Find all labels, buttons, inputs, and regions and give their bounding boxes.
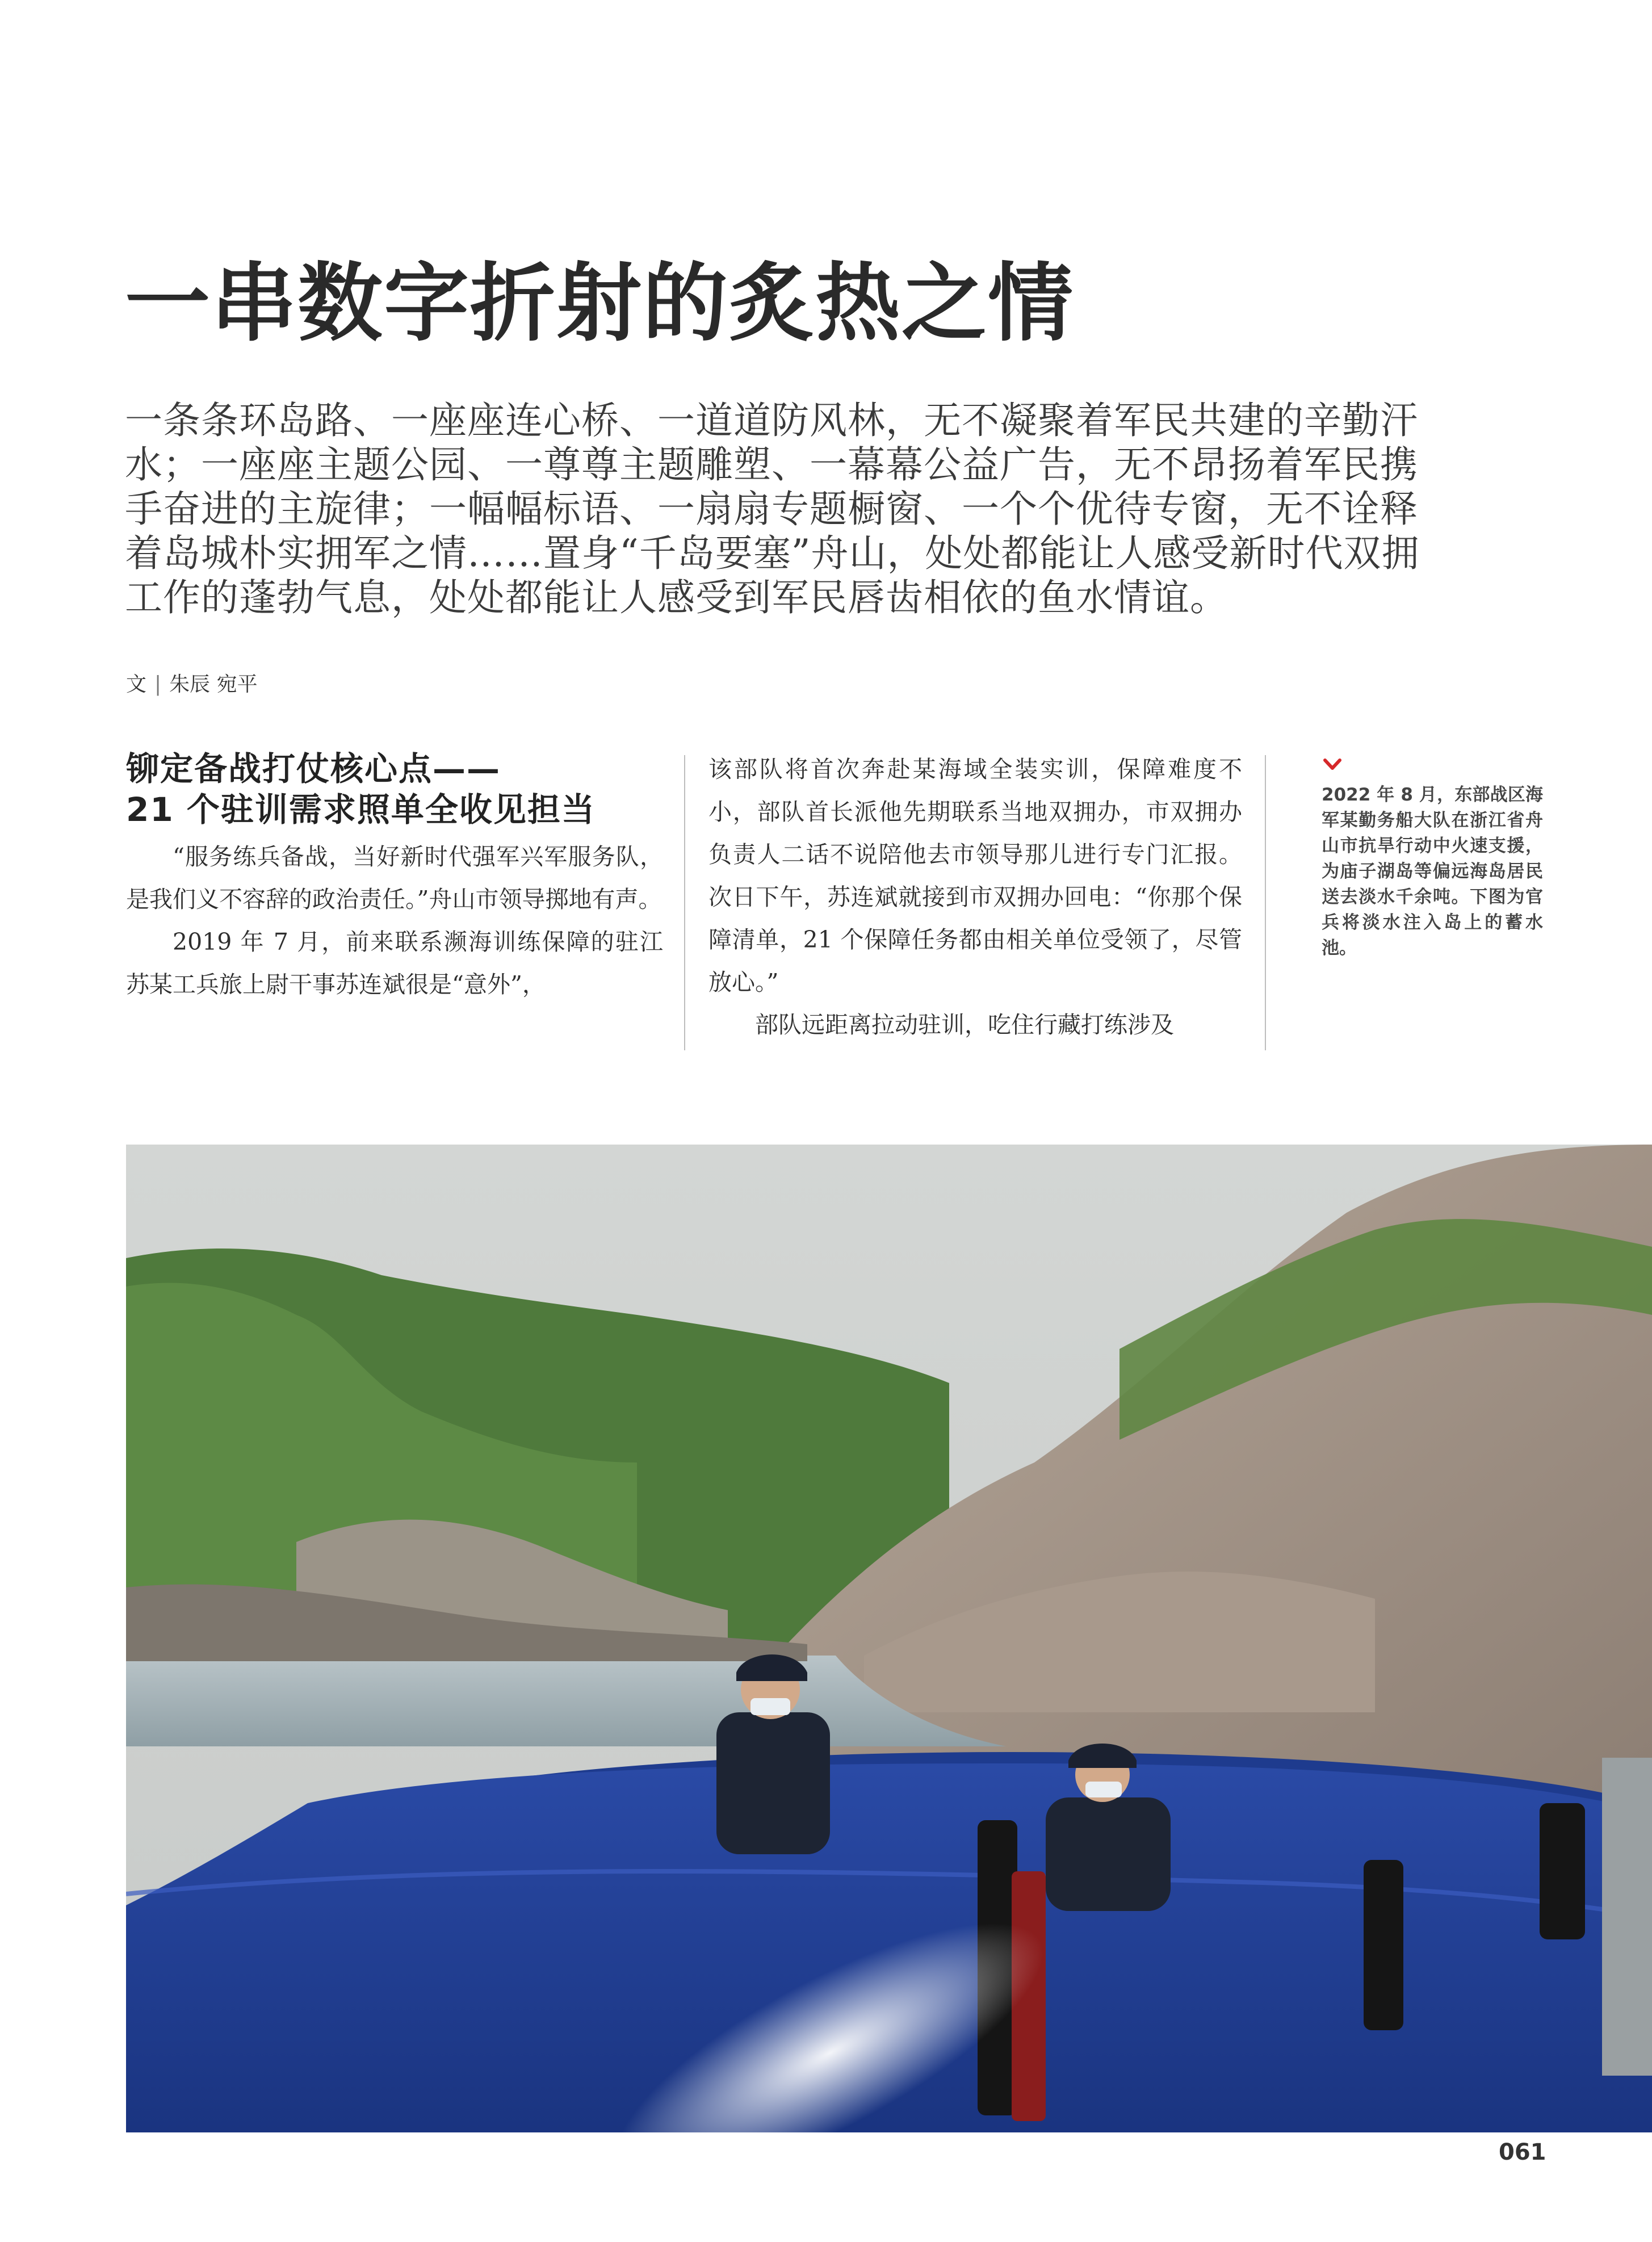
byline-authors: 朱辰 宛平 [169, 673, 258, 696]
chevron-down-icon [1323, 758, 1342, 772]
photo-caption: 2022 年 8 月，东部战区海军某勤务船大队在浙江省舟山市抗旱行动中火速支援，为庙子湖岛等偏远海岛居民送去淡水千余吨。下图为官兵将淡水注入岛上的蓄水池。 [1322, 785, 1543, 958]
section-heading [126, 748, 663, 830]
page-number: 061 [1499, 2139, 1546, 2165]
byline [126, 668, 258, 702]
body-paragraph: 部队远距离拉动驻训，吃住行藏打练涉及 [755, 1011, 1174, 1038]
photo-soldiers-water-tank [126, 1145, 1652, 2132]
body-paragraph: “服务练兵备战，当好新时代强军兴军服务队，是我们义不容辞的政治责任。”舟山市领导掷地有声。 [126, 843, 663, 913]
byline-separator: | [154, 673, 162, 696]
article-title: 一串数字折射的炙热之情 [125, 254, 1075, 353]
body-column-1 [126, 748, 663, 1006]
section-heading-line-2: 21 个驻训需求照单全收见担当 [126, 790, 596, 829]
body-column-2 [708, 748, 1242, 1046]
body-paragraph: 2019 年 7 月，前来联系濒海训练保障的驻江苏某工兵旅上尉干事苏连斌很是“意外”， [126, 928, 663, 998]
byline-prefix: 文 [126, 673, 147, 696]
column-divider [684, 755, 685, 1050]
body-paragraph: 该部队将首次奔赴某海域全装实训，保障难度不小，部队首长派他先期联系当地双拥办，市双拥办负责人二话不说陪他去市领导那儿进行专门汇报。次日下午，苏连斌就接到市双拥办回电：“你那个保障清单，21 个保障任务都由相关单位受领了，尽管放心。” [708, 756, 1242, 996]
article-lead: 一条条环岛路、一座座连心桥、一道道防风林，无不凝聚着军民共建的辛勤汗水；一座座主题公园、一尊尊主题雕塑、一幕幕公益广告，无不昂扬着军民携手奋进的主旋律；一幅幅标语、一扇扇专题橱窗、一个个优待专窗，无不诠释着岛城朴实拥军之情……置身“千岛要塞”舟山，处处都能让人感受新时代双拥工作的蓬勃气息，处处都能让人感受到军民唇齿相依的鱼水情谊。 [125, 399, 1420, 619]
section-heading-line-1: 铆定备战打仗核心点—— [126, 749, 501, 788]
column-divider [1265, 755, 1266, 1050]
